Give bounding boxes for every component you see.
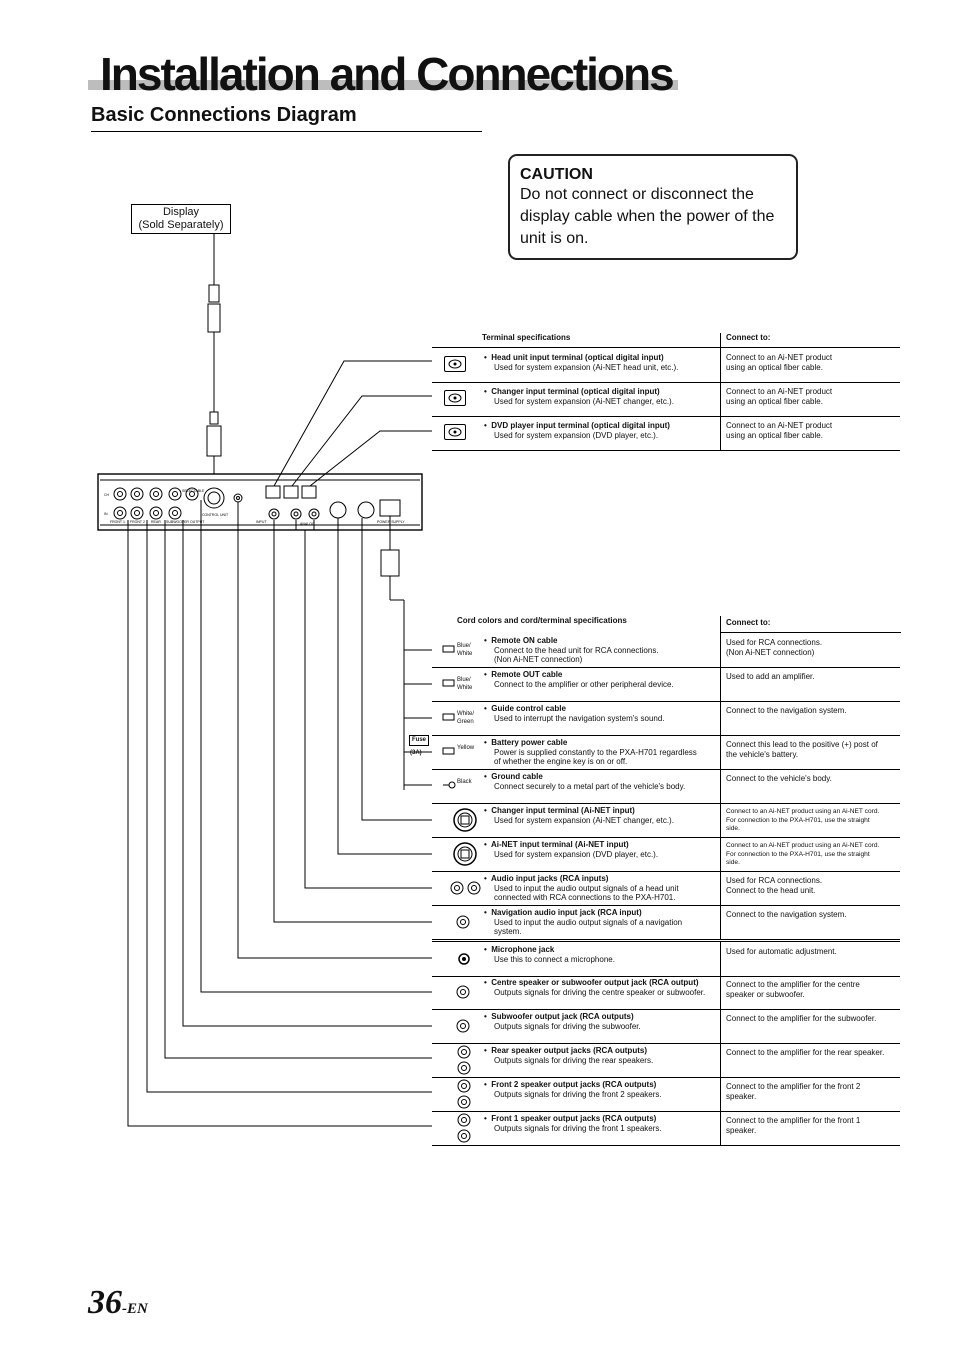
- cord-connect-2: the vehicle's battery.: [726, 749, 799, 759]
- cord-desc-2: [484, 997, 494, 1006]
- panel-label-output: OUTPUT: [190, 520, 205, 524]
- cord-connect-2: speaker.: [726, 1091, 757, 1101]
- cord-row: • Subwoofer output jack (RCA outputs) Outputs signals for driving the subwoofer. Connect to the amplifier for the subwoofer.: [432, 1009, 900, 1044]
- cord-title: Front 2 speaker output jacks (RCA outputs): [491, 1080, 657, 1089]
- ainet-connector-icon: [452, 807, 478, 833]
- cord-header-left: Cord colors and cord/terminal specifications: [457, 616, 627, 625]
- cord-title: Centre speaker or subwoofer output jack (RCA output): [491, 978, 699, 987]
- terminal-desc: Used for system expansion (Ai-NET changer, etc.).: [494, 396, 674, 406]
- panel-label-rear: REAR: [151, 520, 161, 524]
- terminal-connect-1: Connect to an Ai-NET product: [726, 353, 833, 362]
- cord-connect-1: Used to add an amplifier.: [726, 672, 815, 681]
- cord-row: Black • Ground cable Connect securely to a metal part of the vehicle's body. Connect to the vehicle's body.: [432, 769, 900, 804]
- cord-desc-2: system.: [494, 927, 522, 936]
- display-label-line1: Display: [162, 206, 200, 218]
- panel-label-subwoofer: SUBWOOFER: [166, 520, 189, 524]
- rca-jack-icon: [456, 1019, 470, 1033]
- cord-desc-1: Used for system expansion (Ai-NET changer, etc.).: [494, 815, 674, 825]
- cord-connect-3: side.: [726, 825, 740, 832]
- cord-table-header: [720, 616, 901, 633]
- cord-desc-2: [484, 1133, 494, 1142]
- cord-row: • Front 2 speaker output jacks (RCA outputs) Outputs signals for driving the front 2 speakers. Connect to the amplifier for the front 2 speaker.: [432, 1077, 900, 1112]
- terminal-connect-2: using an optical fiber cable.: [726, 396, 823, 406]
- cord-row: Blue/ White • Remote OUT cable Connect to the amplifier or other peripheral device. Used to add an amplifier.: [432, 667, 900, 702]
- terminal-title: Head unit input terminal (optical digital input): [491, 353, 664, 362]
- cord-desc-1: Power is supplied constantly to the PXA-H701 regardless: [494, 747, 697, 757]
- cord-desc-2: [484, 964, 494, 973]
- cord-connect-3: side.: [726, 859, 740, 866]
- cord-desc-1: Used to input the audio output signals of a head unit: [494, 883, 679, 893]
- cord-row: • Ai-NET input terminal (Ai-NET input) Used for system expansion (DVD player, etc.). Connect to an Ai-NET product using an Ai-NET cord. For connection to the PXA-H701, use the straight side.: [432, 837, 900, 872]
- cord-title: Ai-NET input terminal (Ai-NET input): [490, 840, 629, 849]
- page-title: Installation and Connections: [100, 48, 673, 100]
- terminal-header-right: Connect to:: [726, 333, 771, 342]
- cord-row: • Rear speaker output jacks (RCA outputs) Outputs signals for driving the rear speakers. Connect to the amplifier for the rear speaker.: [432, 1043, 900, 1078]
- cord-connect-1: Used for RCA connections.: [726, 638, 823, 647]
- cord-desc-2: [484, 723, 494, 732]
- panel-label-in: IN: [104, 512, 108, 516]
- rca-jack-pair-icon: [457, 1044, 471, 1076]
- cord-row: • Navigation audio input jack (RCA input) Used to input the audio output signals of a navigation system. Connect to the navigation system.: [432, 905, 900, 940]
- cord-title: Audio input jacks (RCA inputs): [490, 874, 609, 883]
- ainet-connector-icon: [452, 841, 478, 867]
- cord-title: Rear speaker output jacks (RCA outputs): [491, 1046, 647, 1055]
- optical-terminal-icon: [444, 390, 466, 406]
- cord-desc-1: Used for system expansion (DVD player, etc.).: [494, 849, 659, 859]
- display-cable-plug: [208, 304, 220, 332]
- cord-connect-1: Connect to the amplifier for the front 1: [726, 1116, 861, 1125]
- cord-header-right: Connect to:: [726, 618, 771, 627]
- cord-connect-2: For connection to the PXA-H701, use the straight: [726, 816, 870, 824]
- terminal-row: • Changer input terminal (optical digital input) Used for system expansion (Ai-NET changer, etc.). Connect to an Ai-NET product using an optical fiber cable.: [432, 382, 900, 417]
- cord-color-2: White: [457, 685, 473, 691]
- cord-connect-1: Connect to the vehicle's body.: [726, 774, 832, 783]
- cord-title: Changer input terminal (Ai-NET input): [491, 806, 635, 815]
- terminal-desc: Used for system expansion (Ai-NET head unit, etc.).: [494, 362, 679, 372]
- cord-desc-1: Used to input the audio output signals of a navigation: [494, 917, 683, 927]
- cord-desc-2: [484, 1099, 494, 1108]
- panel-label-control-unit: CONTROL UNIT: [202, 513, 229, 517]
- cord-desc-2: connected with RCA connections to the PXA-H701.: [494, 893, 676, 902]
- cord-title: Front 1 speaker output jacks (RCA outputs): [491, 1114, 657, 1123]
- cord-title: Remote OUT cable: [491, 670, 563, 679]
- optical-terminal-icon: [444, 424, 466, 440]
- cord-desc-1: Outputs signals for driving the subwoofer.: [494, 1021, 641, 1031]
- cord-desc-1: Connect securely to a metal part of the vehicle's body.: [494, 781, 686, 791]
- cord-desc-2: of whether the engine key is on or off.: [494, 757, 628, 766]
- terminal-title: DVD player input terminal (optical digital input): [491, 421, 670, 430]
- terminal-connect-2: using an optical fiber cable.: [726, 362, 823, 372]
- panel-label-power-supply: POWER SUPPLY: [377, 520, 405, 524]
- panel-label-ch: CH: [104, 493, 110, 497]
- cord-row: • Front 1 speaker output jacks (RCA outputs) Outputs signals for driving the front 1 speakers. Connect to the amplifier for the front 1 speaker.: [432, 1111, 900, 1146]
- panel-label-input: INPUT: [256, 520, 267, 524]
- power-harness-plug: [381, 550, 399, 576]
- cord-desc-1: Used to interrupt the navigation system's sound.: [494, 713, 665, 723]
- cord-connect-2: speaker or subwoofer.: [726, 989, 805, 999]
- wire-icon: [442, 645, 456, 653]
- cord-connect-2: For connection to the PXA-H701, use the straight: [726, 850, 870, 858]
- ground-terminal-icon: [442, 781, 456, 789]
- wire-icon: [442, 747, 456, 755]
- panel-label-analog: ANALOG: [300, 522, 315, 526]
- terminal-table-header: [432, 333, 900, 348]
- cord-connect-1: Connect to the amplifier for the subwoofer.: [726, 1014, 877, 1023]
- display-cable-end-plug: [207, 426, 221, 456]
- cord-row: Blue/ White • Remote ON cable Connect to the head unit for RCA connections. (Non Ai-NET connection) Used for RCA connections. (Non Ai-NET connection): [432, 633, 900, 668]
- cord-title: Subwoofer output jack (RCA outputs): [491, 1012, 634, 1021]
- cord-desc-2: [484, 791, 494, 800]
- optical-terminal-icon: [444, 356, 466, 372]
- cord-desc-2: [484, 859, 494, 868]
- wire-icon: [442, 713, 456, 721]
- terminal-connect-1: Connect to an Ai-NET product: [726, 387, 833, 396]
- cord-title: Microphone jack: [491, 945, 555, 954]
- cord-row: • Changer input terminal (Ai-NET input) Used for system expansion (Ai-NET changer, etc.). Connect to an Ai-NET product using an Ai-NET cord. For connection to the PXA-H701, use the straight side.: [432, 803, 900, 838]
- panel-label-front2: FRONT 2: [130, 520, 145, 524]
- terminal-connect-1: Connect to an Ai-NET product: [726, 421, 833, 430]
- cord-desc-1: Use this to connect a microphone.: [494, 954, 615, 964]
- wire-icon: [442, 679, 456, 687]
- cord-desc-1: Connect to the head unit for RCA connections.: [494, 645, 659, 655]
- cord-color-2: White: [457, 651, 473, 657]
- cord-connect-1: Used for automatic adjustment.: [726, 947, 837, 956]
- cord-desc-2: [484, 689, 494, 698]
- rca-jack-icon: [456, 915, 470, 929]
- cord-connect-1: Connect to the amplifier for the centre: [726, 980, 860, 989]
- cord-title: Remote ON cable: [491, 636, 558, 645]
- cord-connect-1: Connect to an Ai-NET product using an Ai-NET cord.: [726, 842, 880, 849]
- cord-row: • Centre speaker or subwoofer output jack (RCA output) Outputs signals for driving the centre speaker or subwoofer. Connect to the amplifier for the centre speaker or subwoofer.: [432, 975, 900, 1010]
- cord-connect-2: (Non Ai-NET connection): [726, 647, 815, 657]
- cord-row: Yellow • Battery power cable Power is supplied constantly to the PXA-H701 regardless of whether the engine key is on or off. Connect this lead to the positive (+) post of the vehicle's battery.: [432, 735, 900, 770]
- cord-title: Ground cable: [491, 772, 543, 781]
- cord-desc-2: (Non Ai-NET connection): [494, 655, 583, 664]
- panel-label-selectable: SELECTABLE: [182, 489, 205, 493]
- cord-desc-1: Outputs signals for driving the front 2 speakers.: [494, 1089, 662, 1099]
- cord-desc-1: Outputs signals for driving the front 1 speakers.: [494, 1123, 662, 1133]
- terminal-title: Changer input terminal (optical digital input): [491, 387, 660, 396]
- terminal-row: • Head unit input terminal (optical digital input) Used for system expansion (Ai-NET head unit, etc.). Connect to an Ai-NET product using an optical fiber cable.: [432, 348, 900, 383]
- terminal-row: • DVD player input terminal (optical digital input) Used for system expansion (DVD player, etc.). Connect to an Ai-NET product using an optical fiber cable.: [432, 416, 900, 451]
- page-number: 36-EN: [88, 1284, 148, 1321]
- cord-color-1: Blue/: [457, 677, 471, 683]
- display-cable-ferrite: [210, 412, 218, 424]
- cord-title: Navigation audio input jack (RCA input): [491, 908, 642, 917]
- cord-connect-1: Connect to the navigation system.: [726, 706, 847, 715]
- terminal-desc: Used for system expansion (DVD player, etc.).: [494, 430, 659, 440]
- cord-color-2: Green: [457, 719, 474, 725]
- caution-heading: CAUTION: [520, 166, 593, 183]
- cord-connect-2: speaker.: [726, 1125, 757, 1135]
- cord-row: White/ Green • Guide control cable Used to interrupt the navigation system's sound. Connect to the navigation system.: [432, 701, 900, 736]
- cord-connect-1: Connect to the amplifier for the front 2: [726, 1082, 861, 1091]
- cord-desc-2: [484, 825, 494, 834]
- terminal-header-left: Terminal specifications: [482, 333, 571, 342]
- rca-jack-pair-icon: [457, 1112, 471, 1144]
- cord-connect-1: Connect to an Ai-NET product using an Ai-NET cord.: [726, 808, 880, 815]
- cord-color-1: Black: [457, 779, 472, 785]
- cord-color-1: Yellow: [457, 745, 475, 751]
- rca-jack-pair-icon: [457, 1078, 471, 1110]
- microphone-jack-icon: [458, 953, 470, 965]
- rca-jack-pair-icon: [450, 881, 482, 895]
- cord-desc-2: [484, 1031, 494, 1040]
- cord-title: Battery power cable: [491, 738, 568, 747]
- cord-connect-1: Connect to the amplifier for the rear speaker.: [726, 1048, 885, 1057]
- panel-label-front1: FRONT 1: [110, 520, 125, 524]
- cord-title: Guide control cable: [491, 704, 566, 713]
- cord-color-1: White/: [457, 711, 475, 717]
- display-label-line2: (Sold Separately): [138, 219, 224, 231]
- caution-text: Do not connect or disconnect the display cable when the power of the unit is on.: [520, 186, 775, 247]
- cord-desc-1: Outputs signals for driving the rear speakers.: [494, 1055, 654, 1065]
- cord-desc-1: Connect to the amplifier or other peripheral device.: [494, 679, 674, 689]
- fuse-label: Fuse: [409, 735, 429, 746]
- fuse-value: (3A): [410, 750, 422, 756]
- cord-row: • Audio input jacks (RCA inputs) Used to input the audio output signals of a head unit connected with RCA connections to the PXA-H701. Used for RCA connections. Connect to the head unit.: [432, 871, 900, 906]
- cord-connect-1: Connect to the navigation system.: [726, 910, 847, 919]
- cord-connect-1: Connect this lead to the positive (+) post of: [726, 740, 878, 749]
- cord-desc-1: Outputs signals for driving the centre speaker or subwoofer.: [494, 987, 706, 997]
- cord-connect-1: Used for RCA connections.: [726, 876, 823, 885]
- cord-color-1: Blue/: [457, 643, 471, 649]
- cord-connect-2: Connect to the head unit.: [726, 885, 816, 895]
- section-title: Basic Connections Diagram: [91, 104, 357, 126]
- terminal-connect-2: using an optical fiber cable.: [726, 430, 823, 440]
- rca-jack-icon: [456, 985, 470, 999]
- cord-desc-2: [484, 1065, 494, 1074]
- display-cable-connector: [209, 285, 219, 302]
- cord-row: • Microphone jack Use this to connect a microphone. Used for automatic adjustment.: [432, 941, 900, 977]
